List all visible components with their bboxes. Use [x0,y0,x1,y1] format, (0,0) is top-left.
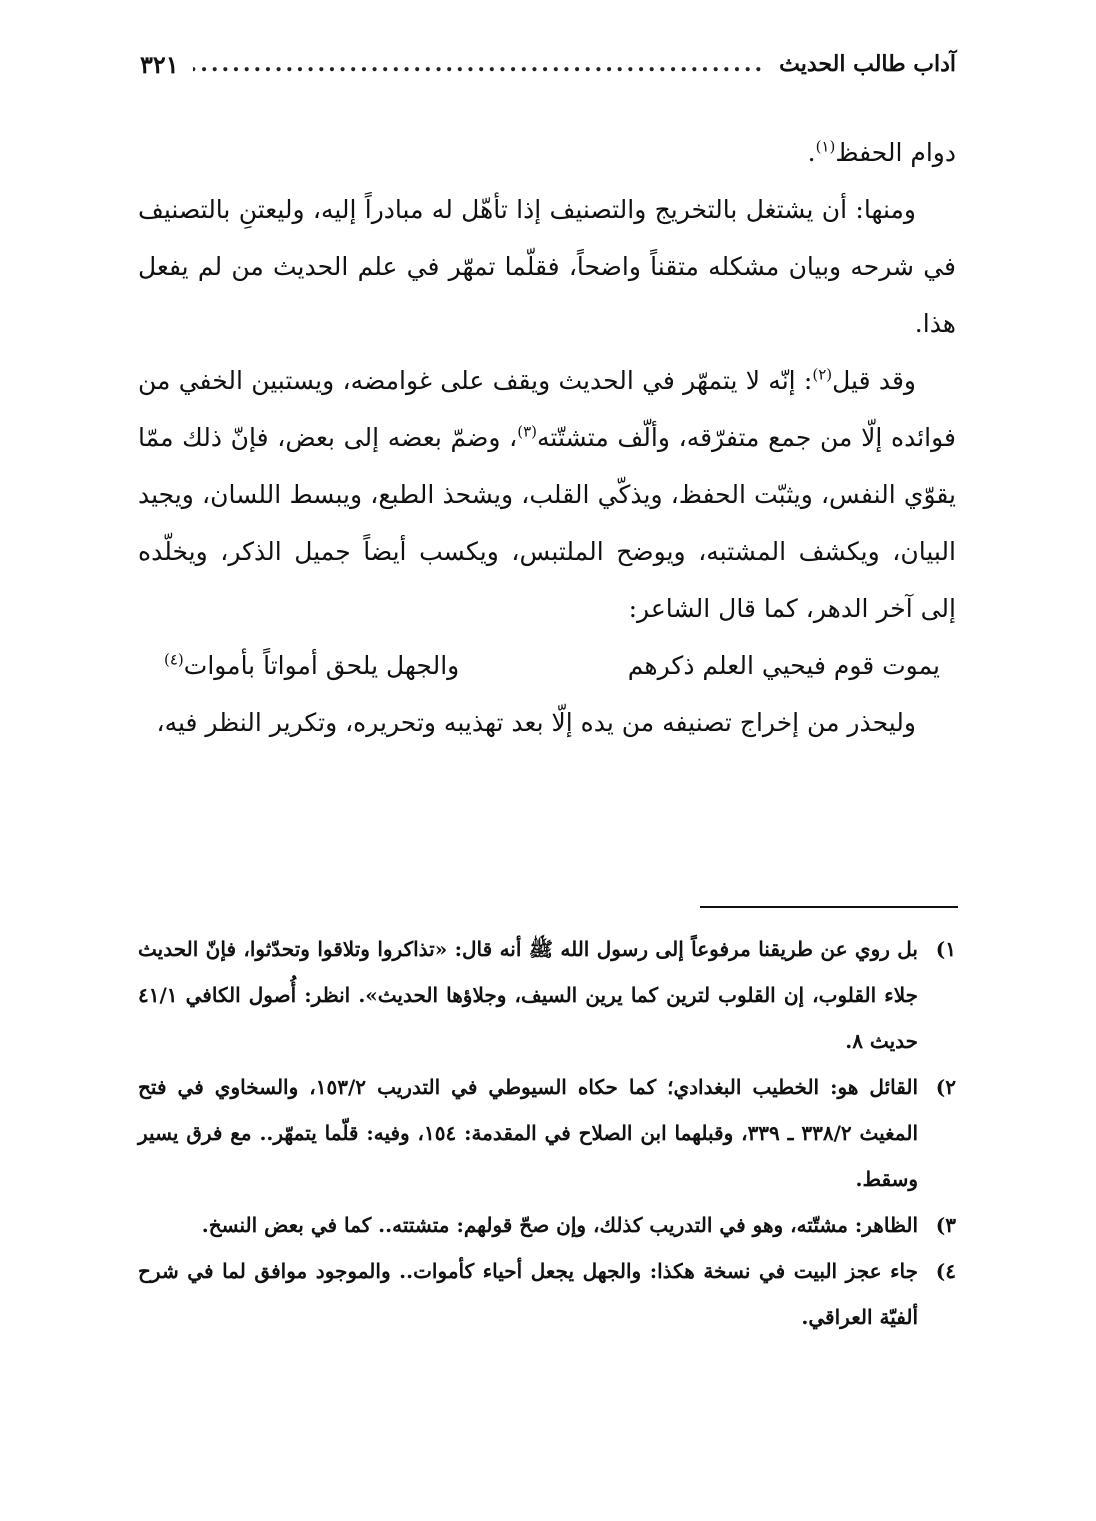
footnote-1 [138,926,956,1064]
paragraph-3-start: وقد قيل [832,366,916,395]
footnote-ref-2: (٢) [812,365,833,384]
verse-second-hemistich-wrap [164,637,459,694]
footnote-number: ٢) [935,1075,956,1099]
footnote-text: بل روي عن طريقنا مرفوعاً إلى رسول الله ﷺ أنه قال: «تذاكروا وتلاقوا وتحدّثوا، فإنّ الحديث جلاء القلوب، إن القلوب لترين كما يرين السيف، وجلاؤها الحديث». انظر: أُصول الكافي ٤١/١ حديث ٨. [138,937,918,1053]
dot-leader [193,51,765,77]
paragraph-1-end: . [807,138,816,167]
paragraph-1-text: دوام الحفظ [835,138,956,167]
verse-first-hemistich: يموت قوم فيحيي العلم ذكرهم [627,651,940,680]
footnote-number: ٣) [935,1213,956,1237]
footnote-ref-3: (٣) [517,422,538,441]
paragraph-2: ومنها: أن يشتغل بالتخريج والتصنيف إذا تأهّل له مبادراً إليه، وليعتنِ بالتصنيف في شرحه وبيان مشكله متقناً واضحاً، فقلّما تمهّر في علم الحديث من لم يفعل هذا. [138,195,956,338]
footnote-text: القائل هو: الخطيب البغدادي؛ كما حكاه السيوطي في التدريب ١٥٣/٢، والسخاوي في فتح المغيث ٣٣٨/٢ ـ ٣٣٩، وقبلهما ابن الصلاح في المقدمة: ١٥٤، وفيه: قلّما يتمهّر.. مع فرق يسير وسقط. [138,1075,919,1191]
footnote-3 [138,1202,956,1248]
header-title: آداب طالب الحديث [779,51,956,77]
footnote-text: الظاهر: مشتّته، وهو في التدريب كذلك، وإن صحّ قولهم: متشتته.. كما في بعض النسخ. [201,1213,918,1237]
page-number: ٣٢١ [140,49,179,79]
running-header [140,44,956,84]
paragraph-3 [138,352,956,637]
footnote-4 [138,1248,956,1340]
paragraph-3-middle: : إنّه لا يتمهّر في الحديث ويقف على غوامضه، ويستبين الخفي من فوائده إلّا من جمع متفرّقه، وألّف متشتّته [138,366,956,452]
footnote-number: ٤) [935,1259,956,1283]
footnote-2 [138,1064,956,1202]
poetry-verse [138,637,956,694]
paragraph-1 [138,124,956,181]
verse-second-hemistich: والجهل يلحق أمواتاً بأموات [183,651,460,680]
footnote-ref-4: (٤) [164,650,184,669]
paragraph-3-end: ، وضمّ بعضه إلى بعض، فإنّ ذلك ممّا يقوّي النفس، ويثبّت الحفظ، ويذكّي القلب، ويشحذ الطبع، ويبسط اللسان، ويجيد البيان، ويكشف المشتبه، ويوضح الملتبس، ويكسب أيضاً جميل الذكر، ويخلّده إلى آخر الدهر، كما قال الشاعر: [138,423,956,623]
footnote-text: جاء عجز البيت في نسخة هكذا: والجهل يجعل أحياء كأموات.. والموجود موافق لما في شرح ألفيّة العراقي. [138,1259,918,1329]
footnote-number: ١) [935,937,956,961]
main-text [138,124,956,751]
footnote-ref-1: (١) [815,137,836,156]
footnote-separator [700,906,958,908]
footnotes [138,926,956,1340]
paragraph-4: وليحذر من إخراج تصنيفه من يده إلّا بعد تهذيبه وتحريره، وتكرير النظر فيه، [156,708,916,737]
